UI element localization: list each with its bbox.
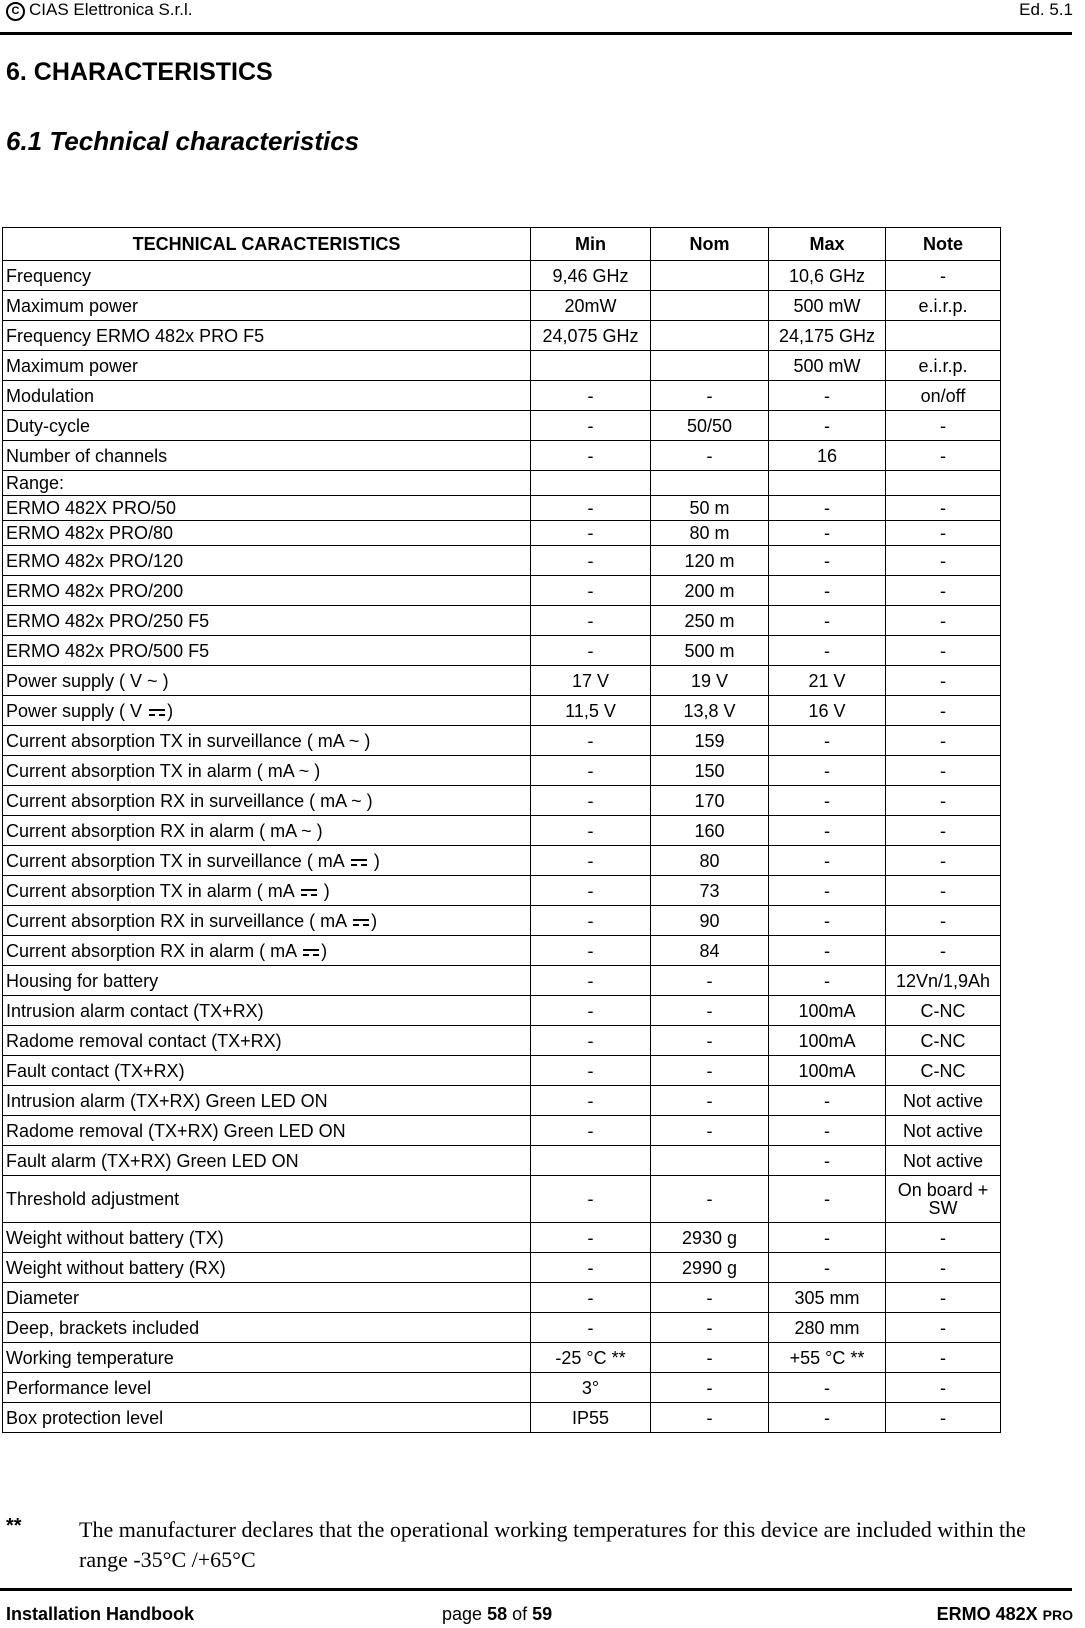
table-cell: - — [769, 411, 886, 441]
table-cell: - — [886, 1223, 1001, 1253]
row-label: Modulation — [3, 381, 531, 411]
table-cell: 80 m — [651, 521, 769, 546]
row-label: Current absorption RX in surveillance ( mA ) — [3, 906, 531, 936]
table-cell: - — [886, 876, 1001, 906]
row-label: Current absorption RX in surveillance ( mA ~ ) — [3, 786, 531, 816]
table-cell — [886, 321, 1001, 351]
table-row — [3, 666, 1001, 696]
table-cell: 3° — [531, 1373, 651, 1403]
footer-divider — [0, 1588, 1072, 1591]
table-cell: C-NC — [886, 1026, 1001, 1056]
table-cell: 120 m — [651, 546, 769, 576]
row-label: Radome removal (TX+RX) Green LED ON — [3, 1116, 531, 1146]
row-label: Box protection level — [3, 1403, 531, 1433]
row-label: Deep, brackets included — [3, 1313, 531, 1343]
table-cell: - — [769, 846, 886, 876]
table-cell — [886, 471, 1001, 496]
header-company: C CIAS Elettronica S.r.l. — [6, 0, 192, 21]
table-cell: e.i.r.p. — [886, 351, 1001, 381]
table-cell: - — [886, 936, 1001, 966]
footer-product: ERMO 482X PRO — [936, 1604, 1073, 1624]
table-cell: - — [531, 1056, 651, 1086]
table-cell: - — [886, 606, 1001, 636]
table-cell — [769, 471, 886, 496]
table-cell: - — [531, 876, 651, 906]
table-row — [3, 351, 1001, 381]
table-cell: Not active — [886, 1146, 1001, 1176]
table-cell: 280 mm — [769, 1313, 886, 1343]
table-cell: - — [651, 1313, 769, 1343]
footnote-mark: ** — [6, 1515, 22, 1537]
table-header-row — [3, 228, 1001, 261]
table-cell: - — [531, 846, 651, 876]
table-row — [3, 1373, 1001, 1403]
table-cell: 500 m — [651, 636, 769, 666]
table-cell: 250 m — [651, 606, 769, 636]
table-cell: - — [531, 1283, 651, 1313]
table-cell: 11,5 V — [531, 696, 651, 726]
table-row — [3, 726, 1001, 756]
table-cell: - — [769, 966, 886, 996]
table-cell: 100mA — [769, 1056, 886, 1086]
table-cell: - — [886, 756, 1001, 786]
table-row — [3, 636, 1001, 666]
table-cell: - — [531, 1223, 651, 1253]
table-cell: 159 — [651, 726, 769, 756]
table-row — [3, 291, 1001, 321]
table-cell: C-NC — [886, 996, 1001, 1026]
dc-symbol-icon — [353, 917, 369, 927]
table-cell: 13,8 V — [651, 696, 769, 726]
row-label: Current absorption TX in alarm ( mA ) — [3, 876, 531, 906]
table-cell: 73 — [651, 876, 769, 906]
table-cell: - — [531, 906, 651, 936]
table-cell: 20mW — [531, 291, 651, 321]
table-cell: 24,075 GHz — [531, 321, 651, 351]
table-cell — [531, 351, 651, 381]
table-cell — [531, 1146, 651, 1176]
table-cell: - — [531, 726, 651, 756]
table-cell: - — [769, 606, 886, 636]
table-cell: - — [886, 696, 1001, 726]
page-number: page 58 of 59 — [442, 1604, 553, 1624]
table-cell: - — [651, 1056, 769, 1086]
dc-symbol-icon — [351, 857, 367, 867]
dc-symbol-icon — [303, 947, 319, 957]
table-cell: - — [531, 966, 651, 996]
table-row — [3, 1403, 1001, 1433]
table-cell: 160 — [651, 816, 769, 846]
row-label: Fault contact (TX+RX) — [3, 1056, 531, 1086]
table-row — [3, 1313, 1001, 1343]
column-header: Min — [531, 228, 651, 261]
table-cell: 305 mm — [769, 1283, 886, 1313]
subsection-title: 6.1 Technical characteristics — [6, 126, 360, 156]
table-cell: - — [531, 816, 651, 846]
table-cell: - — [531, 546, 651, 576]
table-cell: C-NC — [886, 1056, 1001, 1086]
table-row — [3, 1056, 1001, 1086]
table-cell: - — [886, 816, 1001, 846]
page-footer — [0, 1588, 1085, 1628]
table-cell: IP55 — [531, 1403, 651, 1433]
table-cell: 2990 g — [651, 1253, 769, 1283]
table-row — [3, 441, 1001, 471]
table-cell: - — [531, 441, 651, 471]
table-row — [3, 996, 1001, 1026]
header-edition: Ed. 5.1 — [1019, 0, 1073, 19]
table-cell: - — [651, 1026, 769, 1056]
table-cell: - — [651, 1176, 769, 1223]
table-cell: 10,6 GHz — [769, 261, 886, 291]
table-cell: - — [769, 546, 886, 576]
row-label: ERMO 482x PRO/250 F5 — [3, 606, 531, 636]
table-cell: - — [769, 1146, 886, 1176]
table-cell: 100mA — [769, 996, 886, 1026]
table-cell: 500 mW — [769, 351, 886, 381]
row-label: Current absorption TX in alarm ( mA ~ ) — [3, 756, 531, 786]
table-cell: - — [886, 906, 1001, 936]
table-cell — [651, 261, 769, 291]
table-cell: - — [651, 1343, 769, 1373]
row-label: Power supply ( V ) — [3, 696, 531, 726]
row-label: Frequency — [3, 261, 531, 291]
table-cell: 2930 g — [651, 1223, 769, 1253]
table-cell: - — [531, 411, 651, 441]
table-row — [3, 381, 1001, 411]
row-label: Current absorption RX in alarm ( mA ) — [3, 936, 531, 966]
row-label: Range: — [3, 471, 531, 496]
table-cell: - — [531, 1176, 651, 1223]
table-cell: On board + SW — [886, 1176, 1001, 1223]
table-cell: 150 — [651, 756, 769, 786]
table-cell: - — [651, 996, 769, 1026]
table-cell: 200 m — [651, 576, 769, 606]
table-row — [3, 846, 1001, 876]
table-cell: - — [531, 636, 651, 666]
table-cell: - — [651, 1283, 769, 1313]
table-row — [3, 906, 1001, 936]
table-cell: - — [531, 1116, 651, 1146]
table-cell: - — [886, 521, 1001, 546]
footer-handbook: Installation Handbook — [6, 1604, 195, 1624]
table-row — [3, 496, 1001, 521]
table-cell: - — [886, 496, 1001, 521]
table-cell: - — [769, 1223, 886, 1253]
table-cell — [651, 1146, 769, 1176]
row-label: Housing for battery — [3, 966, 531, 996]
table-cell: - — [531, 936, 651, 966]
table-row — [3, 1116, 1001, 1146]
table-cell: - — [531, 1313, 651, 1343]
table-cell: - — [886, 726, 1001, 756]
table-cell: - — [531, 521, 651, 546]
table-cell — [651, 471, 769, 496]
table-row — [3, 816, 1001, 846]
table-cell: - — [886, 411, 1001, 441]
page-header — [0, 0, 1085, 36]
row-label: Working temperature — [3, 1343, 531, 1373]
table-row — [3, 261, 1001, 291]
table-cell: 24,175 GHz — [769, 321, 886, 351]
table-row — [3, 1086, 1001, 1116]
table-cell: - — [531, 786, 651, 816]
table-cell: 170 — [651, 786, 769, 816]
table-cell: - — [769, 1116, 886, 1146]
table-cell: 80 — [651, 846, 769, 876]
table-cell: - — [769, 1176, 886, 1223]
table-cell: - — [886, 666, 1001, 696]
table-cell: - — [886, 1283, 1001, 1313]
row-label: ERMO 482x PRO/500 F5 — [3, 636, 531, 666]
table-row — [3, 966, 1001, 996]
table-cell: - — [886, 1403, 1001, 1433]
table-cell: - — [531, 496, 651, 521]
table-cell: - — [531, 1026, 651, 1056]
table-cell: - — [886, 636, 1001, 666]
column-header: Nom — [651, 228, 769, 261]
table-cell: - — [769, 756, 886, 786]
table-cell: - — [886, 576, 1001, 606]
table-cell: 90 — [651, 906, 769, 936]
table-cell: 50 m — [651, 496, 769, 521]
table-cell: +55 °C ** — [769, 1343, 886, 1373]
row-label: Intrusion alarm (TX+RX) Green LED ON — [3, 1086, 531, 1116]
row-label: Intrusion alarm contact (TX+RX) — [3, 996, 531, 1026]
table-cell: 16 — [769, 441, 886, 471]
row-label: ERMO 482x PRO/120 — [3, 546, 531, 576]
table-cell: - — [769, 1086, 886, 1116]
table-cell: 16 V — [769, 696, 886, 726]
table-row — [3, 411, 1001, 441]
footnote-text: The manufacturer declares that the operational working temperatures for this device are included within the range -35°C /+65°C — [79, 1517, 1026, 1572]
table-cell: 17 V — [531, 666, 651, 696]
row-label: Power supply ( V ~ ) — [3, 666, 531, 696]
table-cell: - — [531, 1086, 651, 1116]
table-cell — [651, 351, 769, 381]
row-label: Current absorption RX in alarm ( mA ~ ) — [3, 816, 531, 846]
table-cell: Not active — [886, 1086, 1001, 1116]
table-cell: - — [651, 381, 769, 411]
table-row — [3, 1176, 1001, 1223]
section-title: 6. CHARACTERISTICS — [6, 58, 273, 86]
row-label: Fault alarm (TX+RX) Green LED ON — [3, 1146, 531, 1176]
table-cell: - — [651, 1086, 769, 1116]
row-label: Performance level — [3, 1373, 531, 1403]
table-cell: - — [531, 996, 651, 1026]
table-row — [3, 876, 1001, 906]
table-cell: 84 — [651, 936, 769, 966]
table-cell: - — [886, 1253, 1001, 1283]
table-cell: - — [769, 1403, 886, 1433]
table-cell: - — [769, 1253, 886, 1283]
table-cell: - — [886, 261, 1001, 291]
table-cell: - — [531, 606, 651, 636]
table-cell: - — [886, 846, 1001, 876]
table-cell: 12Vn/1,9Ah — [886, 966, 1001, 996]
dc-symbol-icon — [149, 707, 165, 717]
table-cell: 50/50 — [651, 411, 769, 441]
table-cell: - — [769, 381, 886, 411]
table-cell: 500 mW — [769, 291, 886, 321]
table-cell: - — [651, 966, 769, 996]
table-cell: 21 V — [769, 666, 886, 696]
table-row — [3, 1026, 1001, 1056]
column-header: Note — [886, 228, 1001, 261]
table-cell: 100mA — [769, 1026, 886, 1056]
table-cell: - — [651, 1116, 769, 1146]
table-row — [3, 521, 1001, 546]
row-label: Frequency ERMO 482x PRO F5 — [3, 321, 531, 351]
table-cell: -25 °C ** — [531, 1343, 651, 1373]
table-cell: Not active — [886, 1116, 1001, 1146]
dc-symbol-icon — [301, 887, 317, 897]
row-label: Current absorption TX in surveillance ( mA ) — [3, 846, 531, 876]
table-cell: - — [886, 1343, 1001, 1373]
table-cell: - — [769, 521, 886, 546]
row-label: Weight without battery (TX) — [3, 1223, 531, 1253]
copyright-icon: C — [6, 2, 25, 21]
row-label: Maximum power — [3, 351, 531, 381]
row-label: Duty-cycle — [3, 411, 531, 441]
row-label: ERMO 482x PRO/200 — [3, 576, 531, 606]
row-label: Threshold adjustment — [3, 1176, 531, 1223]
row-label: Radome removal contact (TX+RX) — [3, 1026, 531, 1056]
table-cell: - — [769, 576, 886, 606]
table-row — [3, 696, 1001, 726]
table-row — [3, 321, 1001, 351]
table-cell: - — [769, 936, 886, 966]
table-row — [3, 576, 1001, 606]
table-cell: - — [886, 1373, 1001, 1403]
row-label: Weight without battery (RX) — [3, 1253, 531, 1283]
row-label: Number of channels — [3, 441, 531, 471]
table-row — [3, 756, 1001, 786]
row-label: ERMO 482X PRO/50 — [3, 496, 531, 521]
table-cell: - — [769, 906, 886, 936]
table-cell: - — [531, 381, 651, 411]
table-cell: on/off — [886, 381, 1001, 411]
table-row — [3, 936, 1001, 966]
table-cell: - — [886, 1313, 1001, 1343]
table-row — [3, 606, 1001, 636]
table-cell: - — [769, 496, 886, 521]
table-cell: - — [886, 546, 1001, 576]
table-cell — [531, 471, 651, 496]
table-cell: - — [769, 1373, 886, 1403]
row-label: Current absorption TX in surveillance ( mA ~ ) — [3, 726, 531, 756]
table-cell: - — [769, 816, 886, 846]
table-row — [3, 1343, 1001, 1373]
table-row — [3, 471, 1001, 496]
table-cell — [651, 321, 769, 351]
table-cell: e.i.r.p. — [886, 291, 1001, 321]
row-label: Diameter — [3, 1283, 531, 1313]
table-cell — [651, 291, 769, 321]
table-row — [3, 786, 1001, 816]
table-cell: - — [651, 1403, 769, 1433]
table-row — [3, 1223, 1001, 1253]
table-cell: - — [651, 1373, 769, 1403]
table-cell: 9,46 GHz — [531, 261, 651, 291]
table-row — [3, 1253, 1001, 1283]
row-label: ERMO 482x PRO/80 — [3, 521, 531, 546]
row-label: Maximum power — [3, 291, 531, 321]
table-cell: - — [531, 576, 651, 606]
table-cell: - — [651, 441, 769, 471]
table-cell: - — [769, 726, 886, 756]
header-divider — [0, 32, 1072, 35]
table-cell: - — [769, 786, 886, 816]
table-cell: - — [886, 441, 1001, 471]
table-cell: - — [886, 786, 1001, 816]
table-body — [3, 261, 1001, 1433]
technical-characteristics-table — [2, 227, 1001, 1433]
table-row — [3, 1283, 1001, 1313]
table-cell: - — [769, 636, 886, 666]
column-header: Max — [769, 228, 886, 261]
table-row — [3, 1146, 1001, 1176]
table-row — [3, 546, 1001, 576]
table-cell: - — [531, 756, 651, 786]
table-cell: - — [531, 1253, 651, 1283]
table-cell: 19 V — [651, 666, 769, 696]
column-header: TECHNICAL CARACTERISTICS — [3, 228, 531, 261]
table-cell: - — [769, 876, 886, 906]
